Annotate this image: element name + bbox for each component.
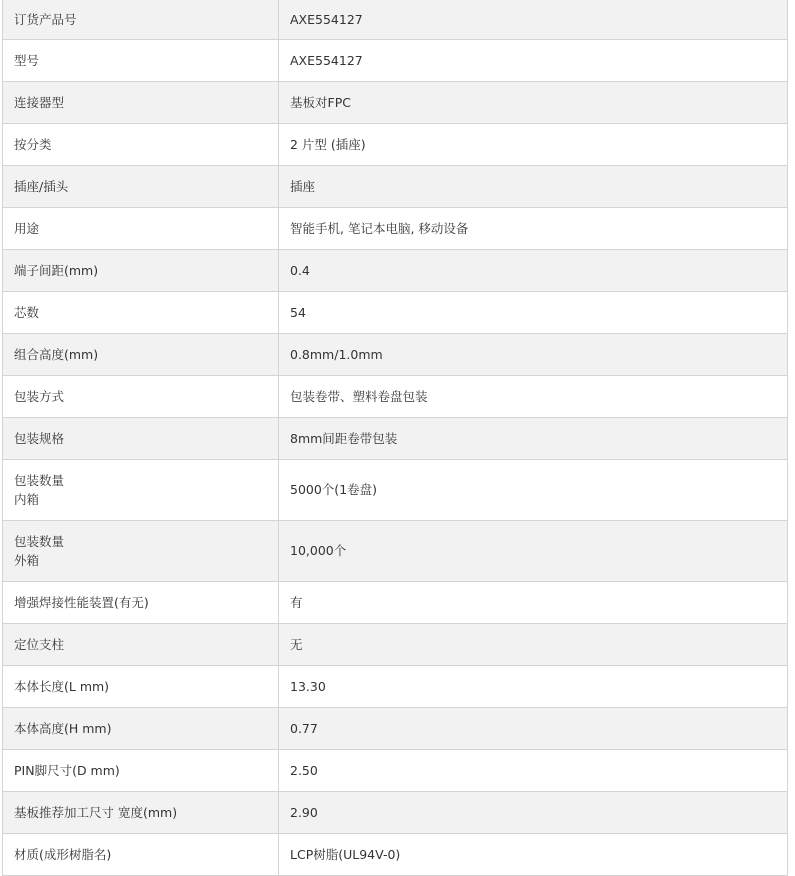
spec-row: [3, 833, 788, 875]
spec-label: 增强焊接性能装置(有无): [3, 581, 279, 623]
spec-label: 包装数量 内箱: [3, 459, 279, 520]
spec-label: 用途: [3, 207, 279, 249]
spec-table: [2, 0, 788, 876]
spec-value: 2 片型 (插座): [279, 123, 788, 165]
spec-value: 2.50: [279, 749, 788, 791]
spec-value: 无: [279, 623, 788, 665]
spec-label: 订货产品号: [3, 0, 279, 39]
spec-label: PIN脚尺寸(D mm): [3, 749, 279, 791]
spec-row: [3, 520, 788, 581]
spec-value: 0.77: [279, 707, 788, 749]
spec-label: 包装规格: [3, 417, 279, 459]
spec-row: [3, 165, 788, 207]
spec-label: 本体长度(L mm): [3, 665, 279, 707]
spec-value: LCP树脂(UL94V-0): [279, 833, 788, 875]
spec-value: 智能手机, 笔记本电脑, 移动设备: [279, 207, 788, 249]
spec-row: [3, 249, 788, 291]
spec-value: 2.90: [279, 791, 788, 833]
spec-label: 连接器型: [3, 81, 279, 123]
spec-value: 0.8mm/1.0mm: [279, 333, 788, 375]
spec-row: [3, 81, 788, 123]
spec-value: 基板对FPC: [279, 81, 788, 123]
spec-value: 插座: [279, 165, 788, 207]
spec-value: 5000个(1卷盘): [279, 459, 788, 520]
spec-row: [3, 707, 788, 749]
spec-label: 基板推荐加工尺寸 宽度(mm): [3, 791, 279, 833]
spec-label: 端子间距(mm): [3, 249, 279, 291]
spec-label: 包装方式: [3, 375, 279, 417]
spec-label: 型号: [3, 39, 279, 81]
spec-label: 芯数: [3, 291, 279, 333]
spec-row: [3, 581, 788, 623]
spec-label: 插座/插头: [3, 165, 279, 207]
spec-value: 13.30: [279, 665, 788, 707]
spec-value: AXE554127: [279, 0, 788, 39]
spec-label: 按分类: [3, 123, 279, 165]
spec-row: [3, 39, 788, 81]
spec-label: 定位支柱: [3, 623, 279, 665]
spec-row: [3, 459, 788, 520]
spec-row: [3, 417, 788, 459]
spec-value: 有: [279, 581, 788, 623]
spec-row: [3, 623, 788, 665]
spec-label: 包装数量 外箱: [3, 520, 279, 581]
spec-row: [3, 207, 788, 249]
spec-label: 本体高度(H mm): [3, 707, 279, 749]
spec-row: [3, 123, 788, 165]
spec-row: [3, 749, 788, 791]
spec-value: 54: [279, 291, 788, 333]
spec-value: AXE554127: [279, 39, 788, 81]
spec-row: [3, 665, 788, 707]
spec-value: 包装卷带、塑料卷盘包装: [279, 375, 788, 417]
spec-value: 8mm间距卷带包装: [279, 417, 788, 459]
spec-value: 10,000个: [279, 520, 788, 581]
spec-label: 组合高度(mm): [3, 333, 279, 375]
spec-row: [3, 333, 788, 375]
spec-row: [3, 791, 788, 833]
spec-value: 0.4: [279, 249, 788, 291]
spec-row: [3, 375, 788, 417]
spec-row: [3, 291, 788, 333]
spec-table-body: [3, 0, 788, 875]
spec-label: 材质(成形树脂名): [3, 833, 279, 875]
spec-row: [3, 0, 788, 39]
